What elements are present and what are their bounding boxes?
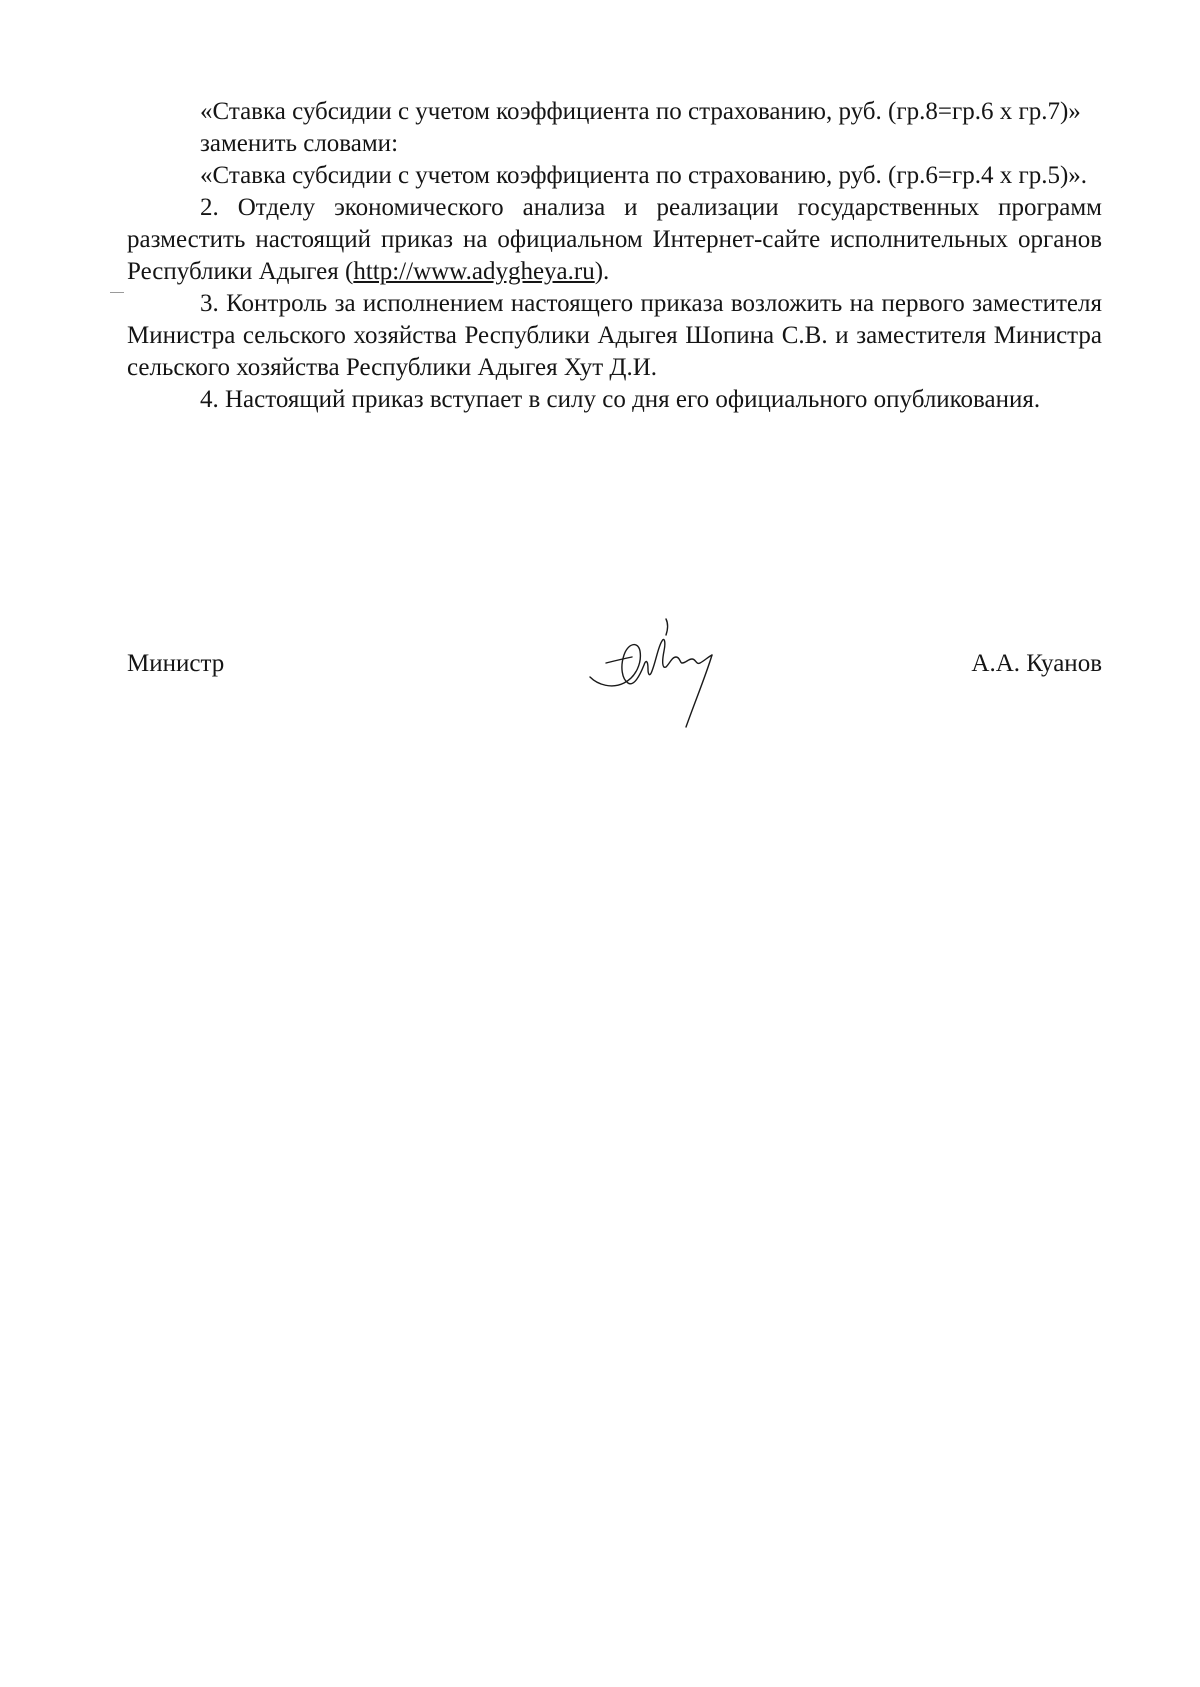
paragraph-quoted-old-text: «Ставка субсидии с учетом коэффициента по страхованию, руб. (гр.8=гр.6 х гр.7)» — [200, 98, 1081, 125]
signatory-name: А.А. Куанов — [971, 650, 1102, 677]
scan-artifact-mark — [110, 292, 124, 293]
paragraph-replace-words: заменить словами: — [200, 130, 399, 157]
paragraph-item-2-text: 2. Отделу экономического анализа и реализации государственных программ разместить настоящий приказ на официальном Интернет-сайте исполнительных органов Республики Адыгея ( — [127, 194, 1102, 285]
paragraph-item-2-ending: ). — [594, 258, 610, 285]
handwritten-signature — [584, 617, 754, 737]
paragraph-quoted-new-text: «Ставка субсидии с учетом коэффициента по страхованию, руб. (гр.6=гр.4 х гр.5)». — [200, 162, 1088, 189]
document-body — [127, 96, 1102, 416]
signatory-title: Министр — [127, 650, 225, 677]
paragraph-item-4: 4. Настоящий приказ вступает в силу со дня его официального опубликования. — [200, 386, 1041, 413]
paragraph-item-2 — [127, 192, 1102, 288]
website-link[interactable]: http://www.adygheya.ru — [353, 258, 595, 285]
paragraph-item-3: 3. Контроль за исполнением настоящего приказа возложить на первого заместителя Министра сельского хозяйства Республики Адыгея Шопина С.В. и заместителя Министра сельского хозяйства Республики Адыгея Хут Д.И. — [127, 290, 1102, 381]
